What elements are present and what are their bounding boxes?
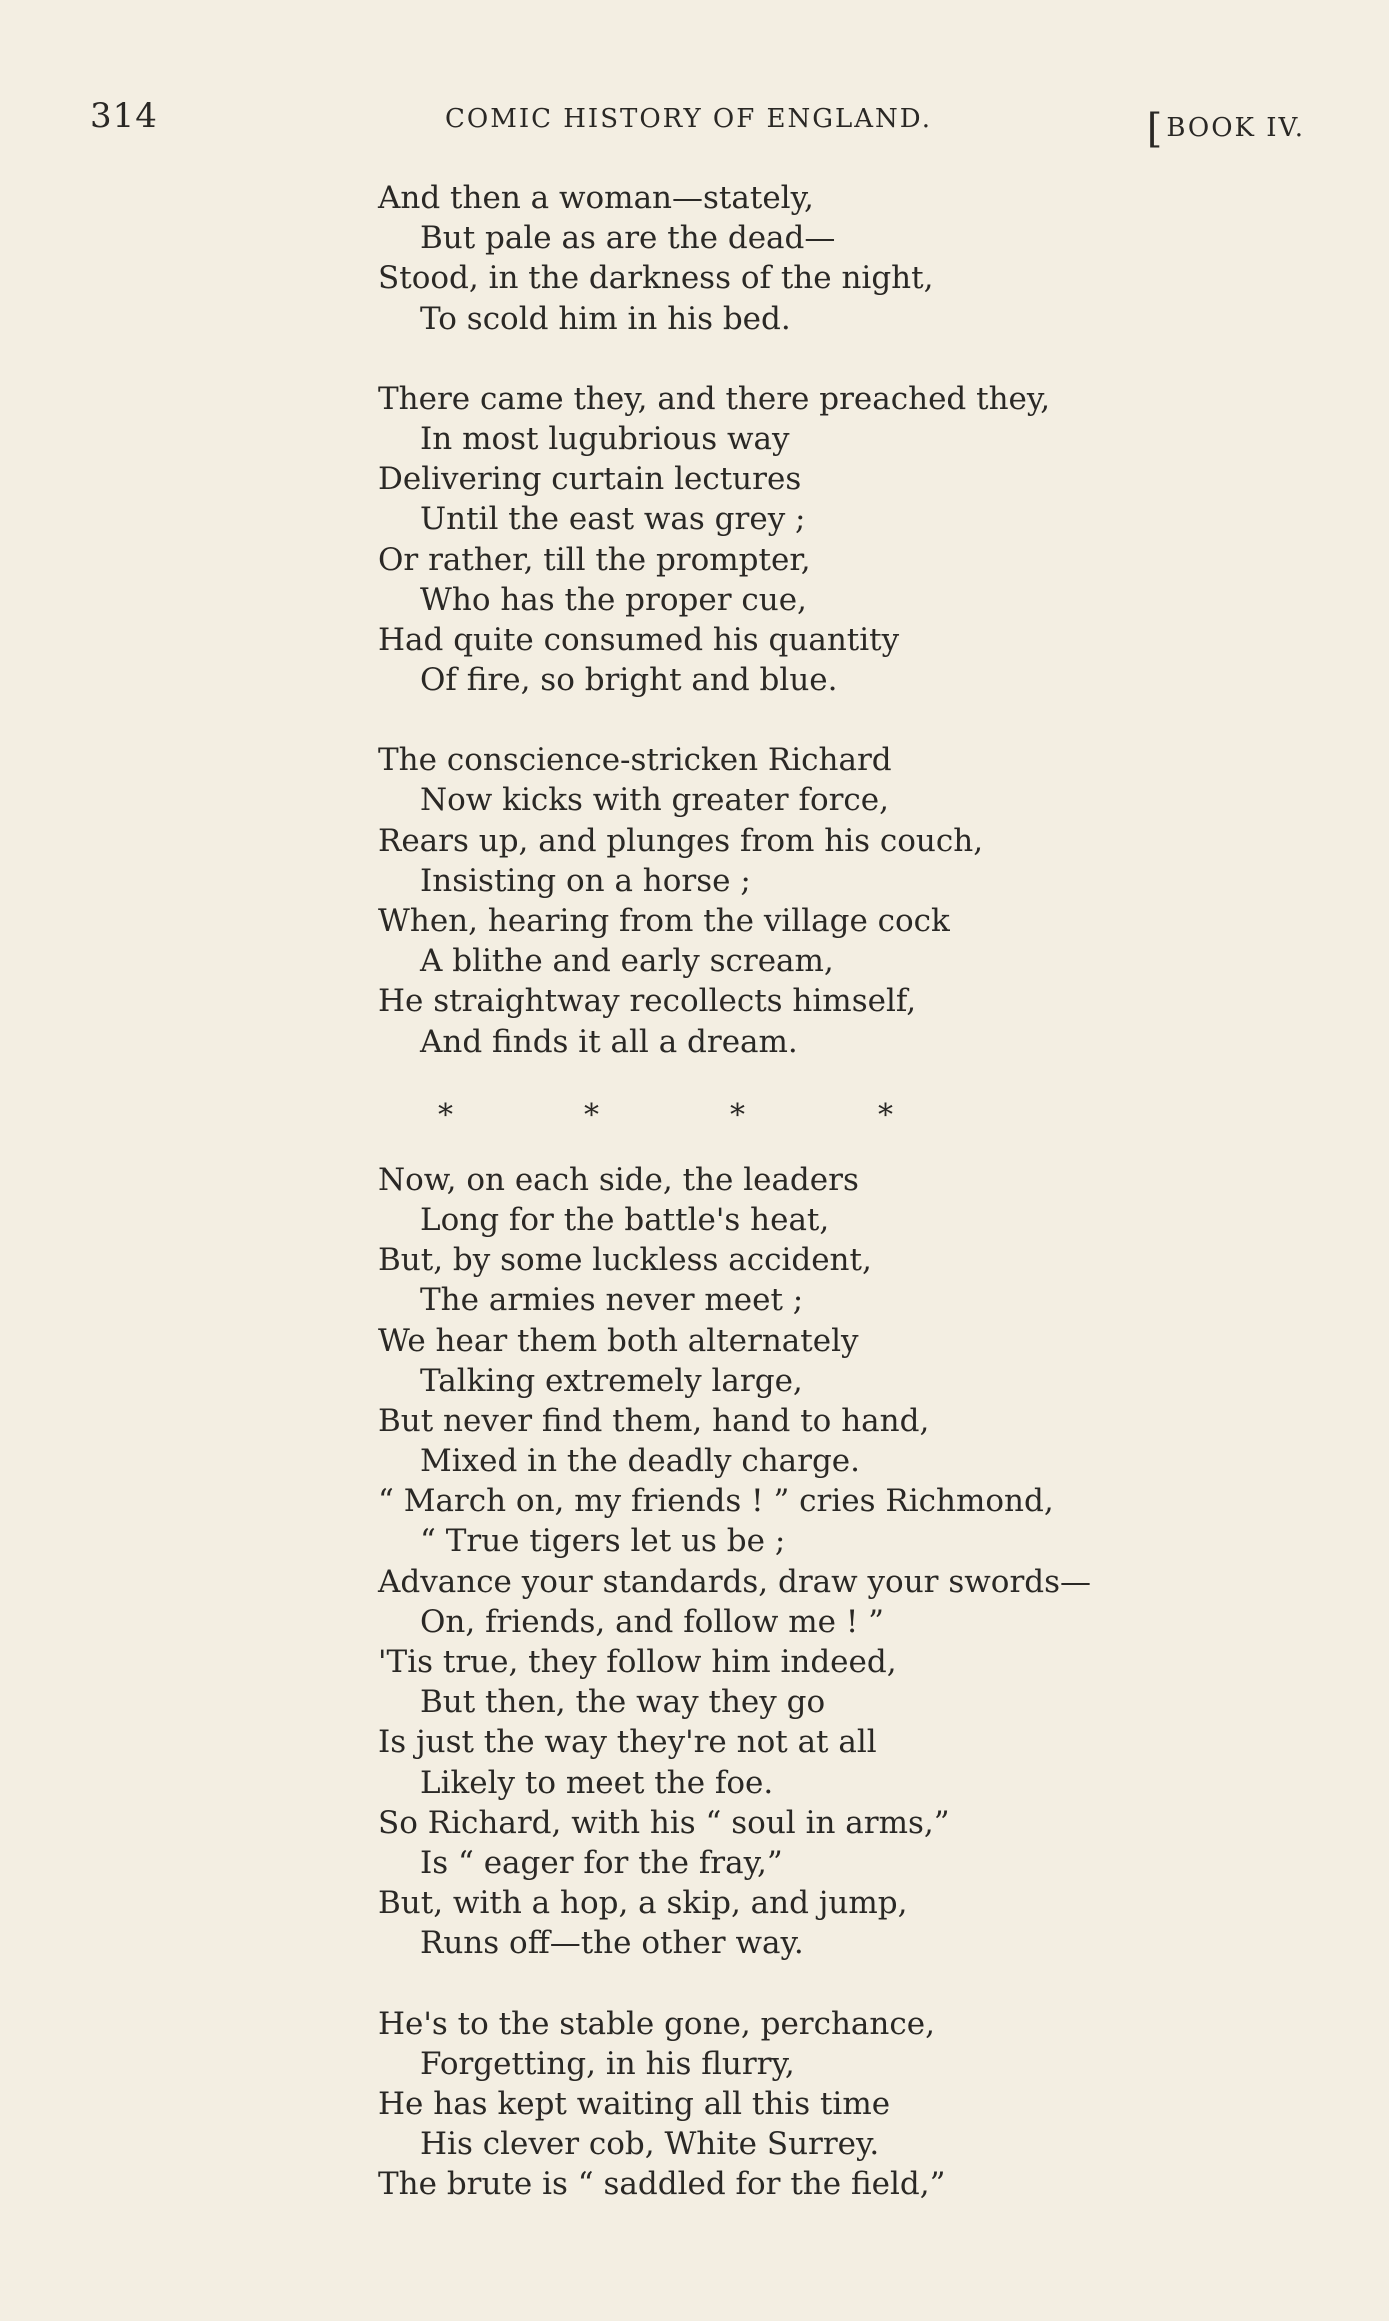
book-label <box>1146 100 1305 152</box>
book-label-text: BOOK IV. <box>1166 113 1305 143</box>
poem-line: In most lugubrious way <box>420 420 790 457</box>
poem-line: Now, on each side, the leaders <box>378 1161 859 1198</box>
poem-line: But then, the way they go <box>420 1684 826 1721</box>
poem-line: Delivering curtain lectures <box>378 461 802 498</box>
stanza <box>378 1160 1278 1964</box>
separator-star: * <box>730 1097 745 1133</box>
poem-line: Who has the proper cue, <box>420 581 807 618</box>
poem-part-two <box>378 1160 1278 2205</box>
poem-part-one <box>378 178 1278 1062</box>
stanza <box>378 740 1278 1062</box>
poem-line: His clever cob, White Surrey. <box>420 2126 880 2163</box>
poem-line: Mixed in the deadly charge. <box>420 1443 861 1480</box>
page-header <box>90 96 1305 152</box>
poem-line: “ True tigers let us be ; <box>420 1523 786 1560</box>
poem-line: But never find them, hand to hand, <box>378 1402 930 1439</box>
poem-line: We hear them both alternately <box>378 1322 859 1359</box>
poem-line: He's to the stable gone, perchance, <box>378 2005 935 2042</box>
stanza <box>378 2004 1278 2205</box>
poem-line: Or rather, till the prompter, <box>378 541 811 578</box>
poem-line: But, by some luckless accident, <box>378 1242 872 1279</box>
poem-line: Runs off—the other way. <box>420 1925 804 1962</box>
poem-line: Long for the battle's heat, <box>420 1201 830 1238</box>
poem-line: Had quite consumed his quantity <box>378 621 900 658</box>
poem-line: Of fire, so bright and blue. <box>420 662 838 699</box>
poem-line: The armies never meet ; <box>420 1282 804 1319</box>
poem-line: A blithe and early scream, <box>420 943 834 980</box>
poem-line: But pale as are the dead— <box>420 220 836 257</box>
poem-line: So Richard, with his “ soul in arms,” <box>378 1804 950 1841</box>
poem-line: Until the east was grey ; <box>420 501 806 538</box>
poem-body <box>378 178 1278 2204</box>
poem-line: There came they, and there preached they, <box>378 380 1051 417</box>
poem-line: He has kept waiting all this time <box>378 2085 891 2122</box>
poem-line: Talking extremely large, <box>420 1362 803 1399</box>
poem-line: To scold him in his bed. <box>420 300 791 337</box>
poem-line: 'Tis true, they follow him indeed, <box>378 1644 897 1680</box>
poem-line: The conscience-stricken Richard <box>378 742 892 779</box>
poem-line: Advance your standards, draw your swords— <box>378 1563 1092 1600</box>
poem-line: “ March on, my friends ! ” cries Richmond, <box>378 1483 1054 1520</box>
stanza <box>378 379 1278 701</box>
section-separator <box>438 1098 978 1138</box>
poem-line: Is “ eager for the fray,” <box>420 1844 783 1881</box>
poem-line: Likely to meet the foe. <box>420 1764 774 1801</box>
poem-line: The brute is “ saddled for the field,” <box>378 2166 946 2203</box>
stanza <box>378 178 1278 339</box>
book-bracket: [ <box>1146 106 1165 152</box>
poem-line: On, friends, and follow me ! ” <box>420 1603 884 1640</box>
poem-line: He straightway recollects himself, <box>378 983 917 1020</box>
running-title: COMIC HISTORY OF ENGLAND. <box>445 104 932 134</box>
poem-line: And finds it all a dream. <box>420 1023 798 1060</box>
poem-line: But, with a hop, a skip, and jump, <box>378 1885 908 1922</box>
poem-line: And then a woman—stately, <box>378 180 814 216</box>
poem-line: When, hearing from the village cock <box>378 903 950 939</box>
poem-line: Insisting on a horse ; <box>420 862 751 899</box>
poem-line: Now kicks with greater force, <box>420 782 889 819</box>
page-number: 314 <box>90 96 158 136</box>
poem-line: Rears up, and plunges from his couch, <box>378 822 984 859</box>
separator-star: * <box>438 1097 453 1133</box>
poem-line: Forgetting, in his flurry, <box>420 2045 795 2082</box>
separator-star: * <box>584 1097 599 1133</box>
poem-line: Is just the way they're not at all <box>378 1724 877 1761</box>
poem-line: Stood, in the darkness of the night, <box>378 260 934 297</box>
separator-star: * <box>878 1097 893 1133</box>
